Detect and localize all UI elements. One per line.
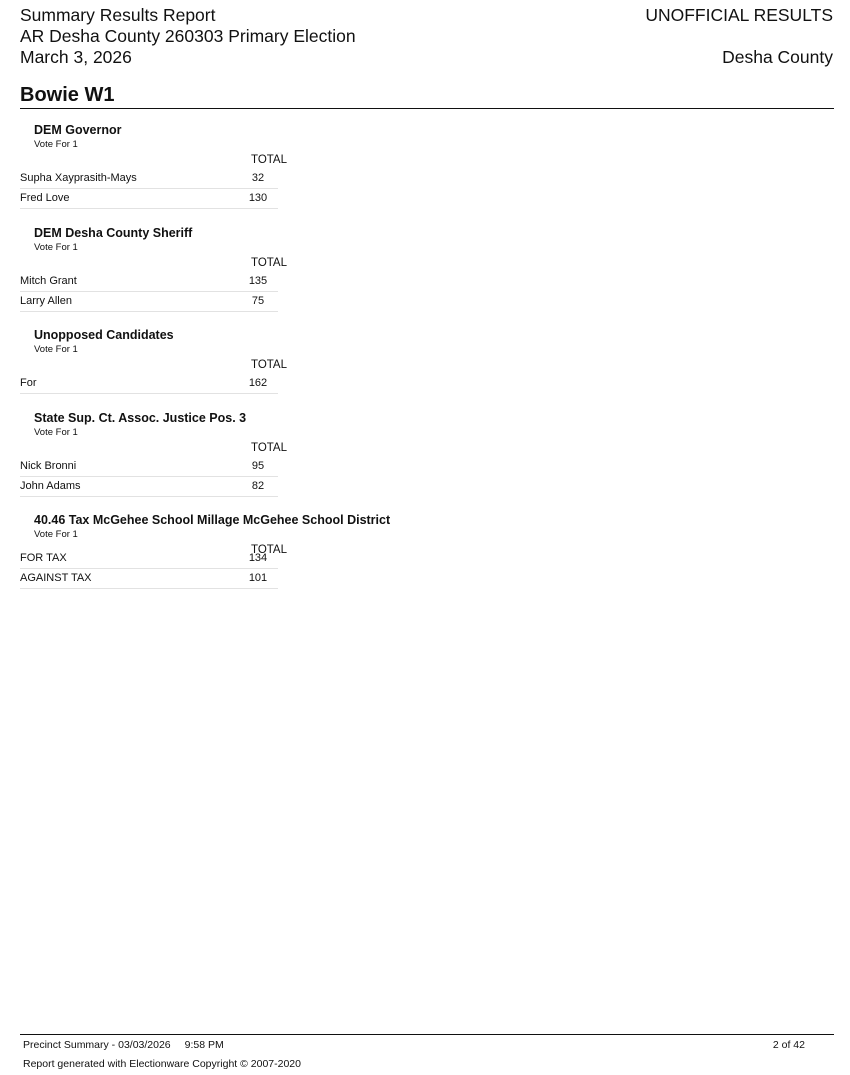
- candidate-name: Fred Love: [20, 192, 70, 204]
- footer-copyright: Report generated with Electionware Copyright © 2007-2020: [23, 1058, 301, 1070]
- candidate-total: 32: [251, 172, 265, 184]
- contest: [0, 513, 850, 616]
- precinct-title: Bowie W1: [20, 84, 115, 106]
- report-title: Summary Results Report: [20, 5, 216, 25]
- vote-for-label: Vote For 1: [34, 426, 78, 438]
- contest-title: DEM Governor: [34, 123, 122, 137]
- footer-time: 9:58 PM: [184, 1039, 224, 1051]
- contest: [0, 226, 850, 329]
- total-column-header: TOTAL: [251, 359, 287, 371]
- candidate-row: [20, 572, 278, 592]
- page-number: 2 of 42: [772, 1039, 805, 1051]
- contest: [0, 123, 850, 226]
- header-left-block: [20, 5, 356, 68]
- contest-title: State Sup. Ct. Assoc. Justice Pos. 3: [34, 410, 247, 425]
- candidate-name: Supha Xayprasith-Mays: [20, 172, 137, 184]
- candidate-total: 134: [248, 552, 268, 564]
- total-column-header: TOTAL: [251, 256, 287, 269]
- total-column-header: TOTAL: [251, 441, 287, 454]
- candidate-row: [20, 552, 278, 572]
- candidate-row: [20, 192, 278, 212]
- vote-for-label: Vote For 1: [34, 529, 78, 540]
- candidate-name: FOR TAX: [20, 552, 67, 564]
- candidate-name: Larry Allen: [20, 294, 72, 307]
- row-divider: [20, 291, 278, 292]
- vote-for-label: Vote For 1: [34, 139, 78, 150]
- contest-title: DEM Desha County Sheriff: [34, 225, 193, 240]
- row-divider: [20, 188, 278, 189]
- row-divider: [20, 476, 278, 477]
- contest-title: Unopposed Candidates: [34, 328, 174, 342]
- total-column-header: TOTAL: [251, 544, 287, 556]
- county-name: Desha County: [722, 47, 833, 67]
- candidate-row: [20, 480, 278, 500]
- footer-summary-label: Precinct Summary - 03/03/2026: [23, 1039, 171, 1051]
- candidate-total: 162: [248, 377, 268, 389]
- candidate-name: For: [20, 377, 37, 389]
- row-divider: [20, 496, 278, 497]
- row-divider: [20, 393, 278, 394]
- contest-list: [0, 123, 850, 616]
- vote-for-label: Vote For 1: [34, 241, 78, 253]
- candidate-total: 82: [251, 479, 265, 492]
- row-divider: [20, 568, 278, 569]
- contest-title: 40.46 Tax McGehee School Millage McGehee School District: [34, 513, 391, 527]
- candidate-total: 101: [248, 572, 268, 584]
- row-divider: [20, 588, 278, 589]
- total-column-header: TOTAL: [251, 154, 287, 166]
- candidate-name: AGAINST TAX: [20, 572, 92, 584]
- contest: [0, 411, 850, 514]
- precinct-divider: [20, 108, 834, 109]
- candidate-row: [20, 275, 278, 295]
- results-status: UNOFFICIAL RESULTS: [645, 5, 833, 25]
- footer-divider: [20, 1034, 834, 1035]
- candidate-total: 135: [248, 274, 268, 287]
- candidate-name: Nick Bronni: [20, 459, 77, 472]
- candidate-row: [20, 295, 278, 315]
- candidate-row: [20, 460, 278, 480]
- contest: [0, 328, 850, 411]
- election-name: AR Desha County 260303 Primary Election: [20, 26, 356, 46]
- candidate-total: 75: [251, 294, 265, 307]
- candidate-name: Mitch Grant: [20, 274, 77, 287]
- row-divider: [20, 311, 278, 312]
- candidate-total: 95: [251, 459, 265, 472]
- candidate-row: [20, 377, 278, 397]
- row-divider: [20, 208, 278, 209]
- footer-summary: [23, 1039, 224, 1051]
- candidate-row: [20, 172, 278, 192]
- candidate-name: John Adams: [20, 479, 81, 492]
- candidate-total: 130: [248, 192, 268, 204]
- election-date: March 3, 2026: [20, 47, 132, 67]
- vote-for-label: Vote For 1: [34, 344, 78, 355]
